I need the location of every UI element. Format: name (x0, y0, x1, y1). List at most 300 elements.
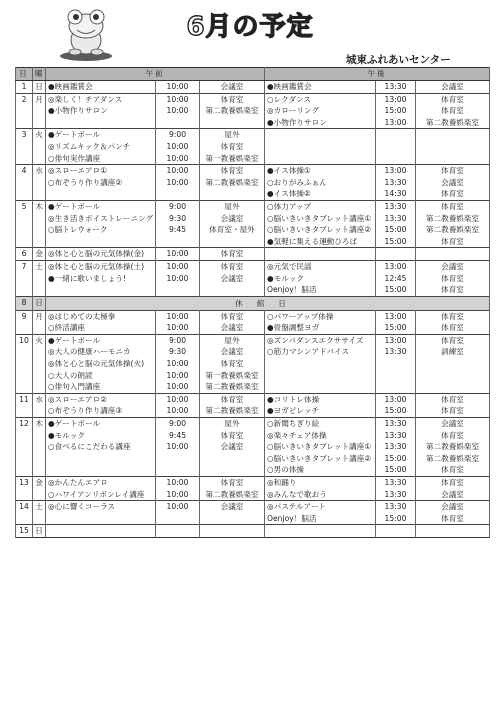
am-event-time-line: 10:00 (166, 382, 189, 392)
pm-event-place-line: 体育室 (441, 273, 464, 283)
pm-event-time (376, 477, 416, 501)
pm-event-name (265, 129, 376, 165)
pm-event-place (416, 310, 490, 334)
pm-event-place-line: 第二教養娯楽室 (425, 117, 480, 127)
am-event-name-line (48, 513, 153, 525)
pm-event-name-line: ◎みんなで歌おう (267, 489, 327, 499)
pm-event-time-line (378, 525, 413, 537)
am-event-name-line: ◎体と心と脳の元気体操(火) (48, 359, 145, 369)
day-row (16, 525, 490, 538)
pm-event-place-line (418, 525, 487, 537)
pm-event-place-line: 体育室 (441, 285, 464, 295)
pm-event-time-line: 13:00 (384, 394, 407, 404)
am-event-place-line: 第二教養娯楽室 (205, 406, 259, 416)
am-event-name-line (48, 525, 153, 537)
day-row (16, 93, 490, 129)
day-weekday (33, 200, 46, 247)
am-event-place (200, 81, 265, 94)
pm-event-place-line (418, 141, 487, 153)
day-date (16, 248, 33, 261)
pm-event-place-line: 体育室 (441, 106, 464, 116)
am-event-place-line: 会議室 (220, 347, 244, 357)
pm-event-name-line: ○脳いきいきタブレット講座② (267, 453, 372, 463)
am-event-time-line (158, 453, 197, 465)
am-event-name-line: ◎楽しく！チアダンス (48, 94, 123, 104)
am-event-time (156, 81, 200, 94)
pm-event-place-line (418, 358, 487, 370)
day-weekday-line: 金 (35, 478, 43, 487)
am-event-name-line: ○食べるにこだわる講座 (48, 442, 131, 452)
am-event-time-line: 10:00 (166, 406, 189, 416)
am-event-place (200, 200, 265, 247)
day-row (16, 165, 490, 201)
pm-event-time (376, 334, 416, 393)
table-header-row (16, 68, 490, 81)
am-event-name-line: ○布ぞうり作り講座② (48, 177, 123, 187)
day-date (16, 477, 33, 501)
pm-event-place-line: 体育室 (441, 406, 464, 416)
day-weekday-line: 土 (35, 261, 43, 271)
pm-event-time-line (378, 129, 413, 141)
day-row (16, 200, 490, 247)
am-event-time-line (158, 236, 197, 248)
day-weekday-line: 月 (35, 311, 43, 321)
day-date-line: 1 (21, 82, 27, 91)
pm-event-time-line: 15:00 (384, 465, 407, 475)
pm-event-name (265, 93, 376, 129)
day-date (16, 296, 33, 310)
day-weekday (33, 501, 46, 525)
day-row (16, 418, 490, 477)
am-event-place-line: 屋外 (224, 201, 240, 211)
pm-event-time-line: 15:00 (384, 236, 407, 246)
am-event-name-line: ○俳句実作講座 (48, 153, 101, 163)
pm-event-time-line: 13:00 (384, 335, 407, 345)
am-event-place-line: 体育室 (220, 478, 244, 487)
pm-event-name-line: ◎楽々チェア体操 (267, 430, 327, 440)
day-weekday (33, 525, 46, 538)
day-weekday (33, 310, 46, 334)
am-event-time (156, 93, 200, 129)
am-event-place-line (202, 284, 262, 296)
pm-event-name (265, 477, 376, 501)
day-weekday-line: 水 (35, 166, 43, 176)
am-event-place-line (202, 513, 262, 525)
pm-event-place-line: 会議室 (441, 419, 464, 429)
am-event-name-line: ●ゲートボール (48, 130, 101, 140)
organization-name: 城東ふれあいセンター (346, 54, 451, 66)
am-event-name (46, 501, 156, 525)
am-event-time (156, 334, 200, 393)
am-event-name (46, 129, 156, 165)
pm-event-time-line: 13:30 (384, 213, 407, 223)
am-event-name-line: ●映画鑑賞会 (48, 82, 93, 91)
day-date-line: 6 (21, 249, 27, 259)
day-date (16, 260, 33, 296)
day-date-line: 3 (21, 130, 27, 140)
am-event-time-line: 10:00 (166, 249, 189, 259)
day-weekday (33, 129, 46, 165)
pm-event-place (416, 248, 490, 261)
am-event-name-line: ◎はじめての太極拳 (48, 311, 116, 321)
am-event-time-line: 9:45 (168, 225, 187, 235)
am-event-place-line (202, 464, 262, 476)
pm-event-time-line: 12:45 (384, 273, 407, 283)
am-event-name-line: ●ゲートボール (48, 419, 101, 429)
am-event-place-line: 会議室 (220, 82, 244, 91)
am-event-time (156, 418, 200, 477)
pm-event-name-line: ○男の体操 (267, 465, 305, 475)
header-date: 日 (16, 68, 33, 81)
am-event-name-line: ◎リズムキック＆パンチ (48, 141, 131, 151)
am-event-name-line: ◎心に響くコーラス (48, 502, 116, 512)
am-event-name (46, 93, 156, 129)
pm-event-name (265, 525, 376, 538)
am-event-name-line: ●ゲートボール (48, 201, 101, 211)
am-event-time-line: 10:00 (166, 141, 189, 151)
pm-event-time (376, 81, 416, 94)
pm-event-place-line: 会議室 (441, 82, 464, 91)
day-date-line: 5 (21, 201, 27, 211)
day-weekday (33, 260, 46, 296)
am-event-time-line: 9:45 (168, 430, 187, 440)
pm-event-time-line: 13:30 (384, 82, 407, 91)
pm-event-name-line (267, 248, 373, 260)
day-date (16, 393, 33, 417)
pm-event-time-line: 15:00 (384, 513, 407, 523)
am-event-place-line: 体育室・屋外 (209, 225, 255, 235)
pm-event-place-line: 体育室 (441, 465, 464, 475)
am-event-place-line: 会議室 (220, 442, 244, 452)
pm-event-name-line (267, 358, 373, 370)
pm-event-time (376, 93, 416, 129)
pm-event-place-line: 会議室 (441, 489, 464, 499)
am-event-name-line: ◎スローエアロ① (48, 166, 107, 176)
pm-event-place (416, 418, 490, 477)
am-event-name (46, 418, 156, 477)
day-date (16, 418, 33, 477)
am-event-time-line: 10:00 (166, 94, 189, 104)
pm-event-name (265, 260, 376, 296)
day-date (16, 525, 33, 538)
am-event-place-line (202, 453, 262, 465)
schedule-table (15, 67, 490, 538)
am-event-time-line: 10:00 (166, 153, 189, 163)
day-date-line: 14 (19, 502, 29, 512)
am-event-name-line (48, 464, 153, 476)
header-am: 午前 (46, 68, 265, 81)
day-weekday (33, 393, 46, 417)
am-event-name-line: ○終活講座 (48, 323, 86, 333)
pm-event-name-line: ●モルック (267, 273, 305, 283)
day-row (16, 81, 490, 94)
pm-event-time (376, 310, 416, 334)
am-event-time-line: 10:00 (166, 394, 189, 404)
pm-event-name-line: ○筋力マシンアドバイス (267, 347, 350, 357)
pm-event-name (265, 310, 376, 334)
pm-event-name-line: ○体力アップ (267, 201, 312, 211)
pm-event-time-line: 13:00 (384, 311, 407, 321)
am-event-name (46, 334, 156, 393)
pm-event-place-line: 体育室 (441, 478, 464, 487)
am-event-time-line: 9:00 (168, 130, 187, 140)
pm-event-place (416, 525, 490, 538)
pm-event-name-line (267, 370, 373, 382)
am-event-time-line: 10:00 (166, 370, 189, 380)
am-event-place (200, 129, 265, 165)
day-weekday-line: 土 (35, 502, 43, 512)
pm-event-place (416, 93, 490, 129)
day-date (16, 93, 33, 129)
am-event-name-line: ○脳トレウォーク (48, 225, 108, 235)
am-event-place-line: 会議室 (220, 502, 244, 512)
day-row (16, 477, 490, 501)
pm-event-name-line: Oenjoy！脳活 (267, 285, 317, 295)
pm-event-time-line: 14:30 (384, 189, 407, 199)
pm-event-place (416, 81, 490, 94)
pm-event-name-line: ◎ズンバダンスエクササイズ (267, 335, 364, 345)
pm-event-name-line: ●ヨガピレッチ (267, 406, 320, 416)
pm-event-name-line: ●コリトレ体操 (267, 394, 320, 404)
am-event-time-line: 9:00 (168, 335, 187, 345)
day-weekday (33, 81, 46, 94)
pm-event-place (416, 200, 490, 247)
day-weekday-line: 月 (35, 94, 43, 104)
pm-event-place-line: 体育室 (441, 94, 464, 104)
day-date-line: 8 (21, 297, 27, 307)
pm-event-time (376, 129, 416, 165)
am-event-name (46, 310, 156, 334)
pm-event-time-line: 15:00 (384, 225, 407, 235)
am-event-time-line (158, 525, 197, 537)
pm-event-time-line: 15:00 (384, 453, 407, 463)
am-event-time-line (158, 188, 197, 200)
day-weekday-line: 日 (35, 297, 43, 307)
day-row (16, 501, 490, 525)
pm-event-time-line (378, 381, 413, 393)
am-event-place-line (202, 117, 262, 129)
pm-event-place-line: 体育室 (441, 394, 464, 404)
day-weekday-line: 木 (35, 419, 43, 429)
pm-event-name-line: ○脳いきいきタブレット講座① (267, 442, 372, 452)
day-row (16, 393, 490, 417)
am-event-place-line: 体育室 (220, 249, 244, 259)
pm-event-name-line (267, 129, 373, 141)
am-event-place (200, 165, 265, 201)
pm-event-place-line: 体育室 (441, 513, 464, 523)
pm-event-time-line: 13:30 (384, 502, 407, 512)
am-event-name (46, 393, 156, 417)
pm-event-name-line: ●小物作りサロン (267, 117, 327, 127)
am-event-name-line: ◎大人の健康ハーモニカ (48, 347, 131, 357)
pm-event-place-line: 第二教養娯楽室 (425, 213, 480, 223)
pm-event-place-line: 体育室 (441, 201, 464, 211)
header-pm: 午後 (265, 68, 490, 81)
day-date-line: 2 (21, 94, 27, 104)
am-event-time-line (158, 117, 197, 129)
am-event-time-line (158, 513, 197, 525)
am-event-place-line (202, 525, 262, 537)
pm-event-name-line: ○新聞ちぎり絵 (267, 419, 320, 429)
am-event-name-line: ○俳句入門講座 (48, 382, 101, 392)
am-event-time (156, 501, 200, 525)
pm-event-name-line: ●イス体操② (267, 189, 311, 199)
am-event-name-line: ●ゲートボール (48, 335, 101, 345)
am-event-place (200, 501, 265, 525)
am-event-time-line: 9:30 (168, 347, 187, 357)
day-date-line: 10 (19, 335, 29, 345)
day-weekday (33, 477, 46, 501)
am-event-place-line: 第二教養娯楽室 (205, 106, 259, 116)
day-row (16, 260, 490, 296)
closed-label: 休館日 (46, 296, 490, 310)
pm-event-place-line (418, 381, 487, 393)
am-event-time-line (158, 464, 197, 476)
pm-event-place-line: 体育室 (441, 236, 464, 246)
am-event-place (200, 418, 265, 477)
am-event-time-line: 10:00 (166, 442, 189, 452)
pm-event-time-line: 13:00 (384, 261, 407, 271)
pm-event-name-line: Oenjoy！脳活 (267, 513, 317, 523)
pm-event-name (265, 418, 376, 477)
pm-event-place (416, 334, 490, 393)
pm-event-place (416, 477, 490, 501)
pm-event-name-line (267, 525, 373, 537)
pm-event-time-line (378, 358, 413, 370)
pm-event-time-line: 13:30 (384, 347, 407, 357)
am-event-place-line: 屋外 (224, 335, 240, 345)
am-event-place-line: 会議室 (220, 213, 244, 223)
am-event-name (46, 260, 156, 296)
am-event-place (200, 393, 265, 417)
am-event-time-line: 10:00 (166, 478, 189, 487)
am-event-place (200, 260, 265, 296)
am-event-name-line (48, 236, 153, 248)
am-event-time-line: 9:00 (168, 419, 187, 429)
am-event-time-line: 10:00 (166, 489, 189, 499)
am-event-name-line: ●一緒に歌いましょう! (48, 273, 127, 283)
day-date (16, 81, 33, 94)
pm-event-place-line: 体育室 (441, 189, 464, 199)
pm-event-time-line: 15:00 (384, 285, 407, 295)
pm-event-time-line: 13:30 (384, 430, 407, 440)
day-weekday (33, 334, 46, 393)
am-event-name (46, 81, 156, 94)
am-event-time (156, 525, 200, 538)
pm-event-place-line: 体育室 (441, 335, 464, 345)
am-event-place-line: 会議室 (220, 273, 244, 283)
am-event-place-line: 第二教養娯楽室 (205, 382, 259, 392)
am-event-time-line (158, 284, 197, 296)
day-weekday-line: 木 (35, 201, 43, 211)
am-event-time-line: 10:00 (166, 273, 189, 283)
am-event-place (200, 334, 265, 393)
am-event-time-line: 10:00 (166, 177, 189, 187)
pm-event-place (416, 501, 490, 525)
am-event-name-line (48, 117, 153, 129)
pm-event-name-line: ◎カローリング (267, 106, 320, 116)
am-event-time (156, 165, 200, 201)
pm-event-name-line: ●イス体操① (267, 166, 311, 176)
am-event-time (156, 129, 200, 165)
am-event-place-line: 体育室 (220, 430, 244, 440)
day-weekday-line: 火 (35, 335, 43, 345)
day-row (16, 310, 490, 334)
am-event-name (46, 200, 156, 247)
am-event-place (200, 93, 265, 129)
am-event-name-line: ●モルック (48, 430, 86, 440)
pm-event-time (376, 525, 416, 538)
pm-event-name-line: ●映画鑑賞会 (267, 82, 312, 91)
am-event-place-line (202, 188, 262, 200)
am-event-name-line: ◎スローエアロ② (48, 394, 107, 404)
am-event-time-line: 10:00 (166, 311, 189, 321)
am-event-name-line: ○ハワイアンリボンレイ講座 (48, 489, 145, 499)
pm-event-name-line: ○パワーアップ体操 (267, 311, 334, 321)
pm-event-time-line (378, 248, 413, 260)
pm-event-place-line (418, 248, 487, 260)
pm-event-place-line (418, 153, 487, 165)
am-event-time-line: 10:00 (166, 166, 189, 176)
am-event-place-line: 体育室 (220, 359, 244, 369)
am-event-name-line (48, 284, 153, 296)
pm-event-time (376, 418, 416, 477)
am-event-time (156, 260, 200, 296)
day-date (16, 129, 33, 165)
pm-event-time-line (378, 141, 413, 153)
am-event-name-line (48, 453, 153, 465)
am-event-place-line: 屋外 (224, 419, 240, 429)
day-weekday-line: 水 (35, 394, 43, 404)
pm-event-time (376, 248, 416, 261)
am-event-time (156, 200, 200, 247)
day-weekday-line: 火 (35, 130, 43, 140)
day-date (16, 501, 33, 525)
day-weekday-line: 金 (35, 249, 43, 259)
pm-event-name-line (267, 381, 373, 393)
day-weekday (33, 418, 46, 477)
am-event-name-line: ◎体と心と脳の元気体操(土) (48, 261, 145, 271)
am-event-place-line: 屋外 (224, 130, 240, 140)
pm-event-name-line: ○おりがみふぁん (267, 177, 327, 187)
am-event-place (200, 310, 265, 334)
pm-event-name (265, 334, 376, 393)
pm-event-place-line: 体育室 (441, 166, 464, 176)
day-weekday-line: 日 (35, 526, 43, 536)
am-event-time-line: 10:00 (166, 82, 189, 91)
pm-event-name-line (267, 153, 373, 165)
am-event-place-line: 体育室 (220, 311, 244, 321)
pm-event-time (376, 501, 416, 525)
pm-event-place-line (418, 129, 487, 141)
pm-event-time-line: 13:00 (384, 94, 407, 104)
pm-event-name (265, 248, 376, 261)
pm-event-place-line: 体育室 (441, 430, 464, 440)
pm-event-place (416, 129, 490, 165)
am-event-place-line: 体育室 (220, 394, 244, 404)
pm-event-place-line (418, 370, 487, 382)
pm-event-time-line (378, 153, 413, 165)
day-date-line: 15 (19, 526, 29, 536)
day-weekday (33, 165, 46, 201)
frog-illustration (57, 8, 115, 62)
day-row (16, 129, 490, 165)
am-event-time (156, 310, 200, 334)
day-date (16, 200, 33, 247)
day-row (16, 296, 490, 310)
am-event-place-line: 第二教養娯楽室 (205, 177, 259, 187)
pm-event-time-line: 15:00 (384, 406, 407, 416)
